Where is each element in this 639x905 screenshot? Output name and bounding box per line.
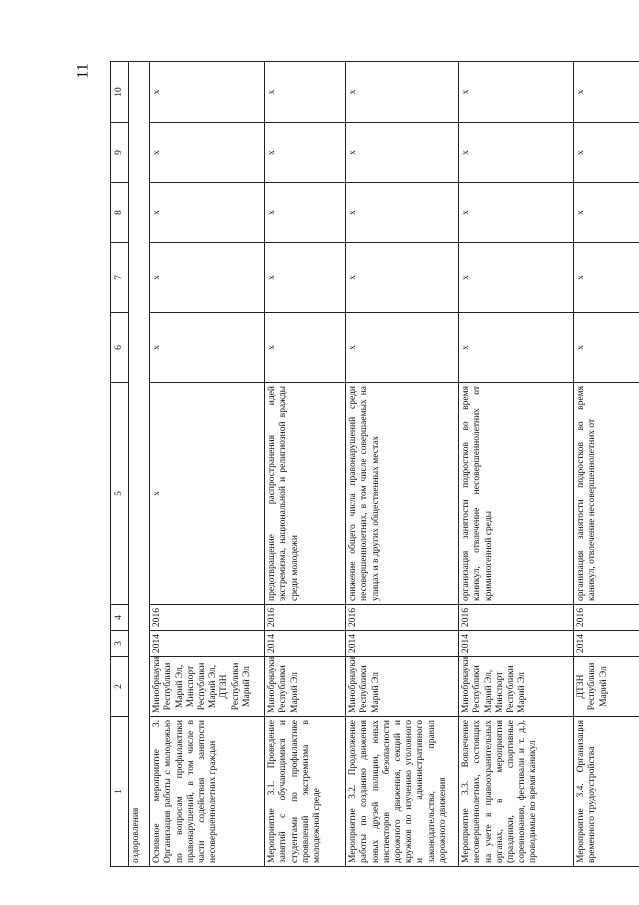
- cell-col10: х: [346, 62, 459, 123]
- end-year: 2016: [574, 605, 639, 631]
- cell-col10: х: [459, 62, 574, 123]
- end-year: 2016: [265, 605, 346, 631]
- cell-col6: х: [574, 313, 639, 383]
- measure-name: Основное мероприятие 3. Организация работы с молодежью по вопросам профилактики правонарушений, в том числе в части содействия занятости несовершеннолетних граждан: [150, 717, 265, 867]
- table-row: [574, 62, 639, 867]
- start-year: 2014: [574, 631, 639, 657]
- cell-col6: х: [346, 313, 459, 383]
- cell-col8: х: [346, 183, 459, 243]
- column-header: 1: [111, 717, 129, 867]
- column-header: 8: [111, 183, 129, 243]
- column-header: 9: [111, 123, 129, 183]
- executor: Минобрнауки Республики Марий Эл, Минспорт Республики Марий Эл, ДТЗН Республики Марий Эл: [150, 657, 265, 717]
- executor: ДТЗН Республики Марий Эл: [574, 657, 639, 717]
- table-row: [346, 62, 459, 867]
- cell-col9: х: [265, 123, 346, 183]
- column-header: 10: [111, 62, 129, 123]
- table-row: [150, 62, 265, 867]
- page-number: 11: [74, 63, 92, 79]
- cell-col7: х: [459, 243, 574, 313]
- cell-col8: х: [150, 183, 265, 243]
- column-number-header: [111, 62, 129, 867]
- cell-col10: х: [150, 62, 265, 123]
- cell-col8: х: [459, 183, 574, 243]
- cell-col7: х: [265, 243, 346, 313]
- column-header: 5: [111, 383, 129, 605]
- start-year: 2014: [459, 631, 574, 657]
- cell-col9: х: [459, 123, 574, 183]
- expected-result: организация занятости подростков во время каникул, отвлечение несовершеннолетних от криминогенной среды: [459, 383, 574, 605]
- cell-col9: х: [346, 123, 459, 183]
- section-label: оздоровления: [129, 62, 150, 867]
- measure-name: Мероприятие 3.4. Организация временного трудоустройства: [574, 717, 639, 867]
- cell-col8: х: [574, 183, 639, 243]
- column-header: 6: [111, 313, 129, 383]
- cell-col7: х: [150, 243, 265, 313]
- column-header: 4: [111, 605, 129, 631]
- expected-result: х: [150, 383, 265, 605]
- column-header: 7: [111, 243, 129, 313]
- measure-name: Мероприятие 3.1. Проведение занятий с обучающимися и студентами по профилактике проявлений экстремизма в молодежной среде: [265, 717, 346, 867]
- executor: Минобрнауки Республики Марий Эл, Минспорт Республики Марий Эл: [459, 657, 574, 717]
- end-year: 2016: [346, 605, 459, 631]
- table-row: [459, 62, 574, 867]
- cell-col10: х: [574, 62, 639, 123]
- program-table: [110, 61, 639, 867]
- cell-col10: х: [265, 62, 346, 123]
- end-year: 2016: [459, 605, 574, 631]
- section-row: [129, 62, 150, 867]
- measure-name: Мероприятие 3.3. Вовлечение несовершеннолетних, состоящих на учете в правоохранительных органах, в мероприятия (праздники, спортивные соревнования, фестивали и т. д.), проводимые во время каникул: [459, 717, 574, 867]
- expected-result: предотвращение распространения идей экстремизма, национальной и религиозной вражды среди молодежи: [265, 383, 346, 605]
- table-row: [265, 62, 346, 867]
- cell-col9: х: [150, 123, 265, 183]
- executor: Минобрнауки Республики Марий Эл: [346, 657, 459, 717]
- start-year: 2014: [346, 631, 459, 657]
- expected-result: организация занятости подростков во время каникул, отвлечение несовершеннолетних от: [574, 383, 639, 605]
- start-year: 2014: [150, 631, 265, 657]
- rotated-table-container: [110, 62, 609, 867]
- cell-col6: х: [459, 313, 574, 383]
- cell-col7: х: [346, 243, 459, 313]
- cell-col6: х: [150, 313, 265, 383]
- cell-col7: х: [574, 243, 639, 313]
- executor: Минобрнауки Республики Марий Эл: [265, 657, 346, 717]
- cell-col6: х: [265, 313, 346, 383]
- column-header: 3: [111, 631, 129, 657]
- expected-result: снижение общего числа правонарушений среди несовершеннолетних, в том числе совершаемых на улицах и в других общественных местах: [346, 383, 459, 605]
- cell-col8: х: [265, 183, 346, 243]
- end-year: 2016: [150, 605, 265, 631]
- column-header: 2: [111, 657, 129, 717]
- measure-name: Мероприятие 3.2. Продолжение работы по созданию движения юных друзей полиции, юных инспекторов безопасности дорожного движения, секций и кружков по изучению уголовного и административного законодательства, правил дорожного движения: [346, 717, 459, 867]
- start-year: 2014: [265, 631, 346, 657]
- cell-col9: х: [574, 123, 639, 183]
